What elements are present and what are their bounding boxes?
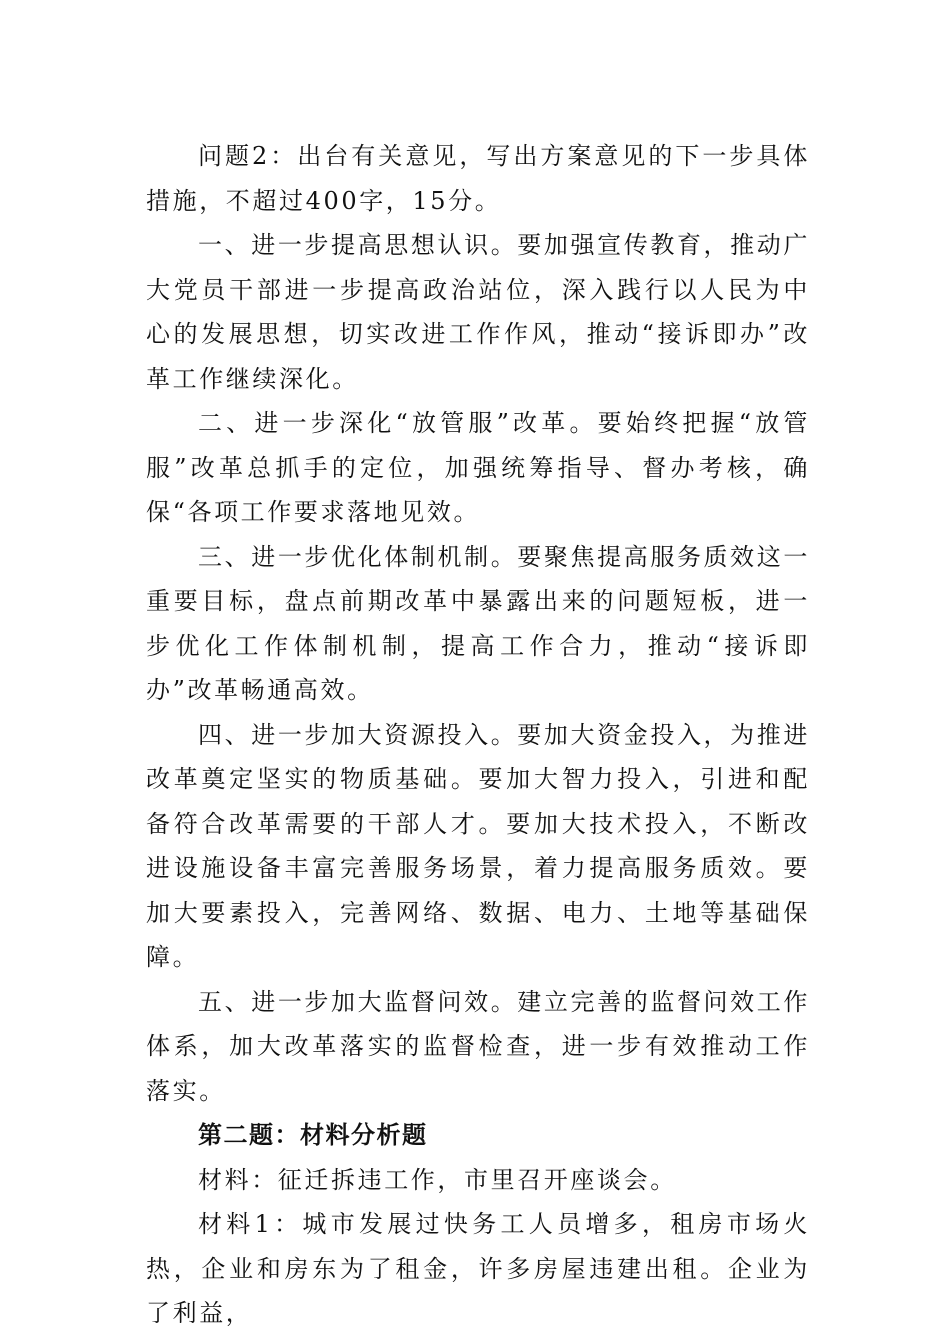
measure-4-paragraph: 四、进一步加大资源投入。要加大资金投入，为推进改革奠定坚实的物质基础。要加大智力投入，引进和配备符合改革需要的干部人才。要加大技术投入，不断改进设施设备丰富完善服务场景，着力提高服务质效。要加大要素投入，完善网络、数据、电力、土地等基础保障。 — [146, 720, 810, 971]
measure-1-paragraph: 一、进一步提高思想认识。要加强宣传教育，推动广大党员干部进一步提高政治站位，深入践行以人民为中心的发展思想，切实改进工作作风，推动“接诉即办”改革工作继续深化。 — [146, 231, 810, 393]
measure-5-paragraph: 五、进一步加大监督问效。建立完善的监督问效工作体系，加大改革落实的监督检查，进一步有效推动工作落实。 — [146, 987, 810, 1105]
material-1-paragraph: 材料1：城市发展过快务工人员增多，租房市场火热，企业和房东为了租金，许多房屋违建出租。企业为了利益， — [146, 1210, 810, 1327]
question-2-paragraph: 问题2：出台有关意见，写出方案意见的下一步具体措施，不超过400字，15分。 — [146, 142, 810, 215]
material-intro-paragraph: 材料：征迁拆违工作，市里召开座谈会。 — [198, 1165, 677, 1194]
measure-3-paragraph: 三、进一步优化体制机制。要聚焦提高服务质效这一重要目标，盘点前期改革中暴露出来的问题短板，进一步优化工作体制机制，提高工作合力，推动“接诉即办”改革畅通高效。 — [146, 542, 810, 704]
measure-2-paragraph: 二、进一步深化“放管服”改革。要始终把握“放管服”改革总抓手的定位，加强统筹指导、督办考核，确保“各项工作要求落地见效。 — [146, 409, 810, 526]
document-body — [146, 134, 810, 1336]
section-heading: 第二题：材料分析题 — [198, 1121, 428, 1149]
